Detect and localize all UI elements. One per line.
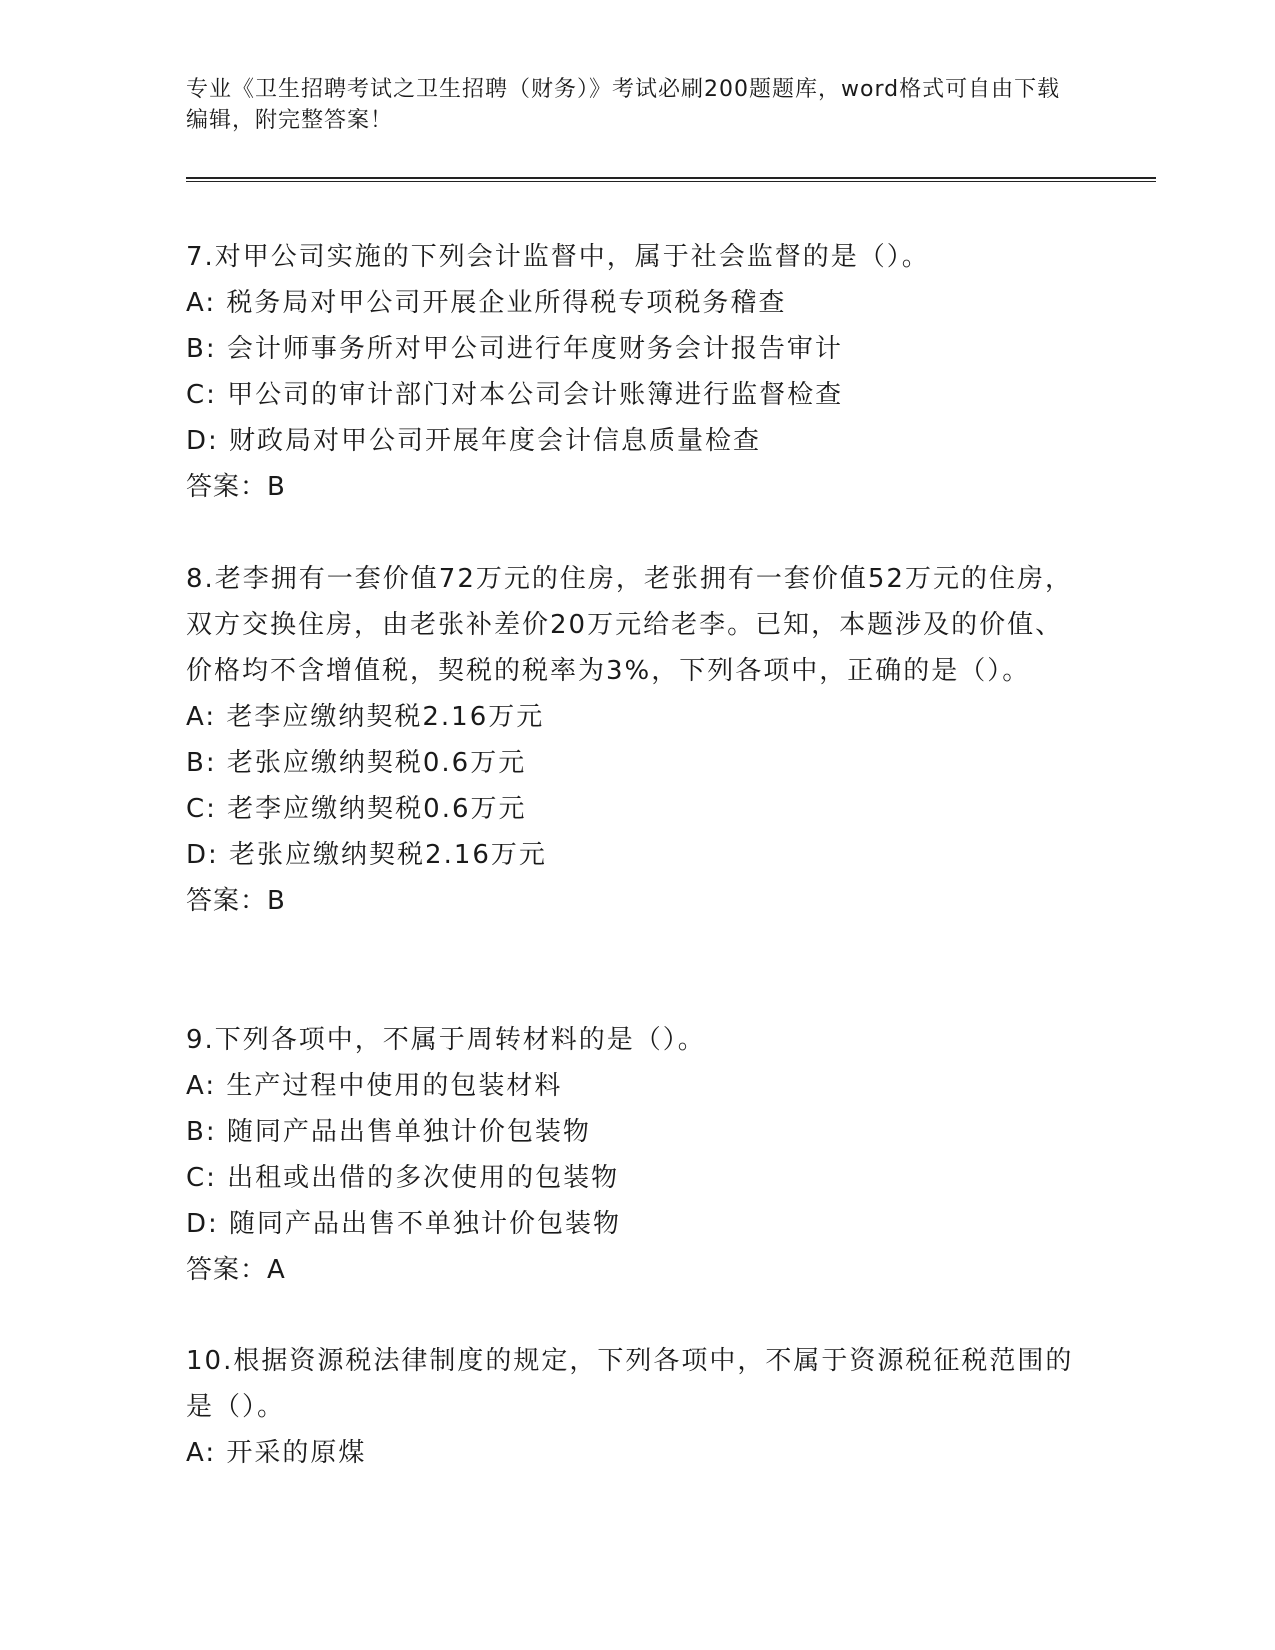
option-a: A: 老李应缴纳契税2.16万元 [186, 702, 545, 732]
answer-line: 答案：B [186, 472, 286, 502]
question-stem: 9.下列各项中，不属于周转材料的是（）。 [186, 1025, 706, 1055]
question-stem: 7.对甲公司实施的下列会计监督中，属于社会监督的是（）。 [186, 242, 930, 272]
answer-line: 答案：B [186, 886, 286, 916]
question-block [186, 556, 1086, 924]
question-block [186, 1338, 1086, 1476]
option-d: D: 老张应缴纳契税2.16万元 [186, 840, 547, 870]
question-stem: 8.老李拥有一套价值72万元的住房，老张拥有一套价值52万元的住房，双方交换住房，由老张补差价20万元给老李。已知，本题涉及的价值、价格均不含增值税，契税的税率为3%，下列各项中，正确的是（）。 [186, 564, 1073, 686]
option-b: B: 随同产品出售单独计价包装物 [186, 1117, 591, 1147]
option-b: B: 会计师事务所对甲公司进行年度财务会计报告审计 [186, 334, 843, 364]
option-d: D: 随同产品出售不单独计价包装物 [186, 1209, 622, 1239]
question-stem: 10.根据资源税法律制度的规定，下列各项中，不属于资源税征税范围的是（）。 [186, 1346, 1074, 1422]
answer-line: 答案：A [186, 1255, 286, 1285]
document-header: 专业《卫生招聘考试之卫生招聘（财务）》考试必刷200题题库，word格式可自由下载编辑，附完整答案！ [186, 77, 1061, 133]
option-b: B: 老张应缴纳契税0.6万元 [186, 748, 527, 778]
option-d: D: 财政局对甲公司开展年度会计信息质量检查 [186, 426, 762, 456]
option-a: A: 税务局对甲公司开展企业所得税专项税务稽查 [186, 288, 787, 318]
option-c: C: 老李应缴纳契税0.6万元 [186, 794, 527, 824]
option-c: C: 甲公司的审计部门对本公司会计账簿进行监督检查 [186, 380, 844, 410]
header-divider [186, 177, 1156, 182]
question-block [186, 234, 1086, 510]
option-a: A: 开采的原煤 [186, 1438, 367, 1468]
question-block [186, 1017, 1086, 1293]
option-c: C: 出租或出借的多次使用的包装物 [186, 1163, 620, 1193]
option-a: A: 生产过程中使用的包装材料 [186, 1071, 563, 1101]
